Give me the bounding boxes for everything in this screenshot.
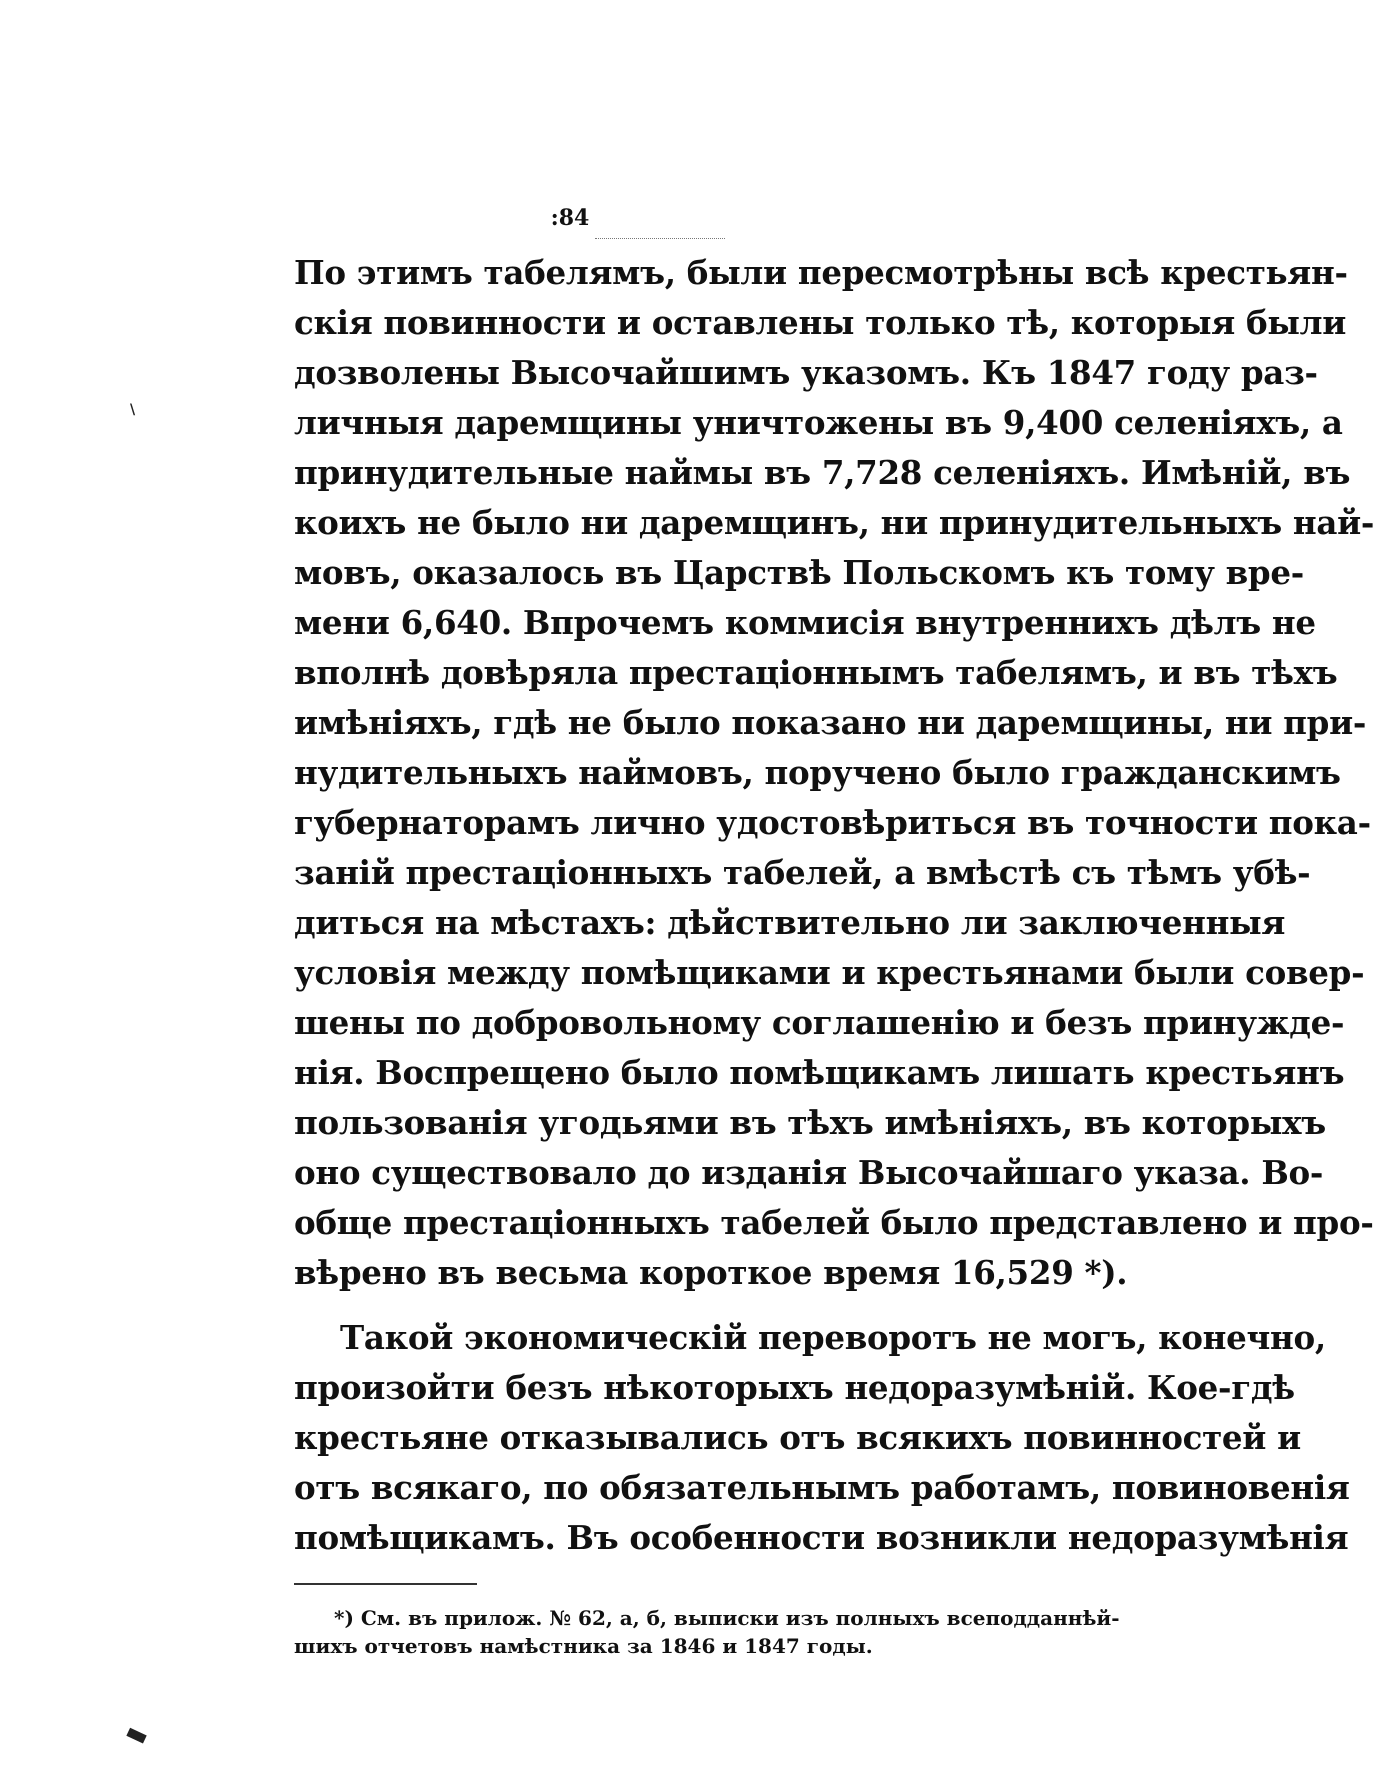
- text-line: произойти безъ нѣкоторыхъ недоразумѣній. Кое-гдѣ: [294, 1368, 1295, 1407]
- text-line: принудительные наймы въ 7,728 селеніяхъ. Имѣній, въ: [294, 453, 1351, 492]
- text-line: помѣщикамъ. Въ особенности возникли недоразумѣнія: [294, 1518, 1349, 1557]
- text-line: условія между помѣщиками и крестьянами были совер-: [294, 953, 1365, 992]
- text-line: личныя даремщины уничтожены въ 9,400 селеніяхъ, а: [294, 403, 1343, 442]
- text-line: нудительныхъ наймовъ, поручено было гражданскимъ: [294, 753, 1341, 792]
- text-line: вполнѣ довѣряла престаціоннымъ табелямъ, и въ тѣхъ: [294, 653, 1338, 692]
- text-line: Такой экономическій переворотъ не могъ, конечно,: [340, 1318, 1326, 1357]
- footnote-line: шихъ отчетовъ намѣстника за 1846 и 1847 годы.: [294, 1634, 873, 1658]
- text-line: По этимъ табелямъ, были пересмотрѣны всѣ крестьян-: [294, 253, 1348, 292]
- scan-artifact-icon: ▬: [121, 1716, 154, 1752]
- text-line: отъ всякаго, по обязательнымъ работамъ, повиновенія: [294, 1468, 1350, 1507]
- text-line: губернаторамъ лично удостовѣриться въ точности пока-: [294, 803, 1371, 842]
- text-line: имѣніяхъ, гдѣ не было показано ни даремщины, ни при-: [294, 703, 1367, 742]
- text-line: нія. Воспрещено было помѣщикамъ лишать крестьянъ: [294, 1053, 1345, 1092]
- text-line: мени 6,640. Впрочемъ коммисія внутреннихъ дѣлъ не: [294, 603, 1316, 642]
- text-line: диться на мѣстахъ: дѣйствительно ли заключенныя: [294, 903, 1286, 942]
- footnote-line: *) См. въ прилож. № 62, а, б, выписки изъ полныхъ всеподданнѣй-: [334, 1606, 1120, 1630]
- text-line: дозволены Высочайшимъ указомъ. Къ 1847 году раз-: [294, 353, 1318, 392]
- text-line: пользованія угодьями въ тѣхъ имѣніяхъ, въ которыхъ: [294, 1103, 1326, 1142]
- text-line: крестьяне отказывались отъ всякихъ повинностей и: [294, 1418, 1301, 1457]
- text-line: мовъ, оказалось въ Царствѣ Польскомъ къ тому вре-: [294, 553, 1304, 592]
- text-line: коихъ не было ни даремщинъ, ни принудительныхъ най-: [294, 503, 1374, 542]
- text-line: вѣрено въ весьма короткое время 16,529 *).: [294, 1253, 1128, 1292]
- footnote-rule: [294, 1583, 477, 1585]
- header-rule: [595, 238, 725, 239]
- text-line: скія повинности и оставлены только тѣ, которыя были: [294, 303, 1347, 342]
- page-number: :84: [550, 205, 590, 231]
- text-line: обще престаціонныхъ табелей было представлено и про-: [294, 1203, 1374, 1242]
- text-line: шены по добровольному соглашенію и безъ принужде-: [294, 1003, 1345, 1042]
- text-line: оно существовало до изданія Высочайшаго указа. Во-: [294, 1153, 1324, 1192]
- scan-speck-icon: \: [130, 402, 136, 418]
- text-line: заній престаціонныхъ табелей, а вмѣстѣ съ тѣмъ убѣ-: [294, 853, 1311, 892]
